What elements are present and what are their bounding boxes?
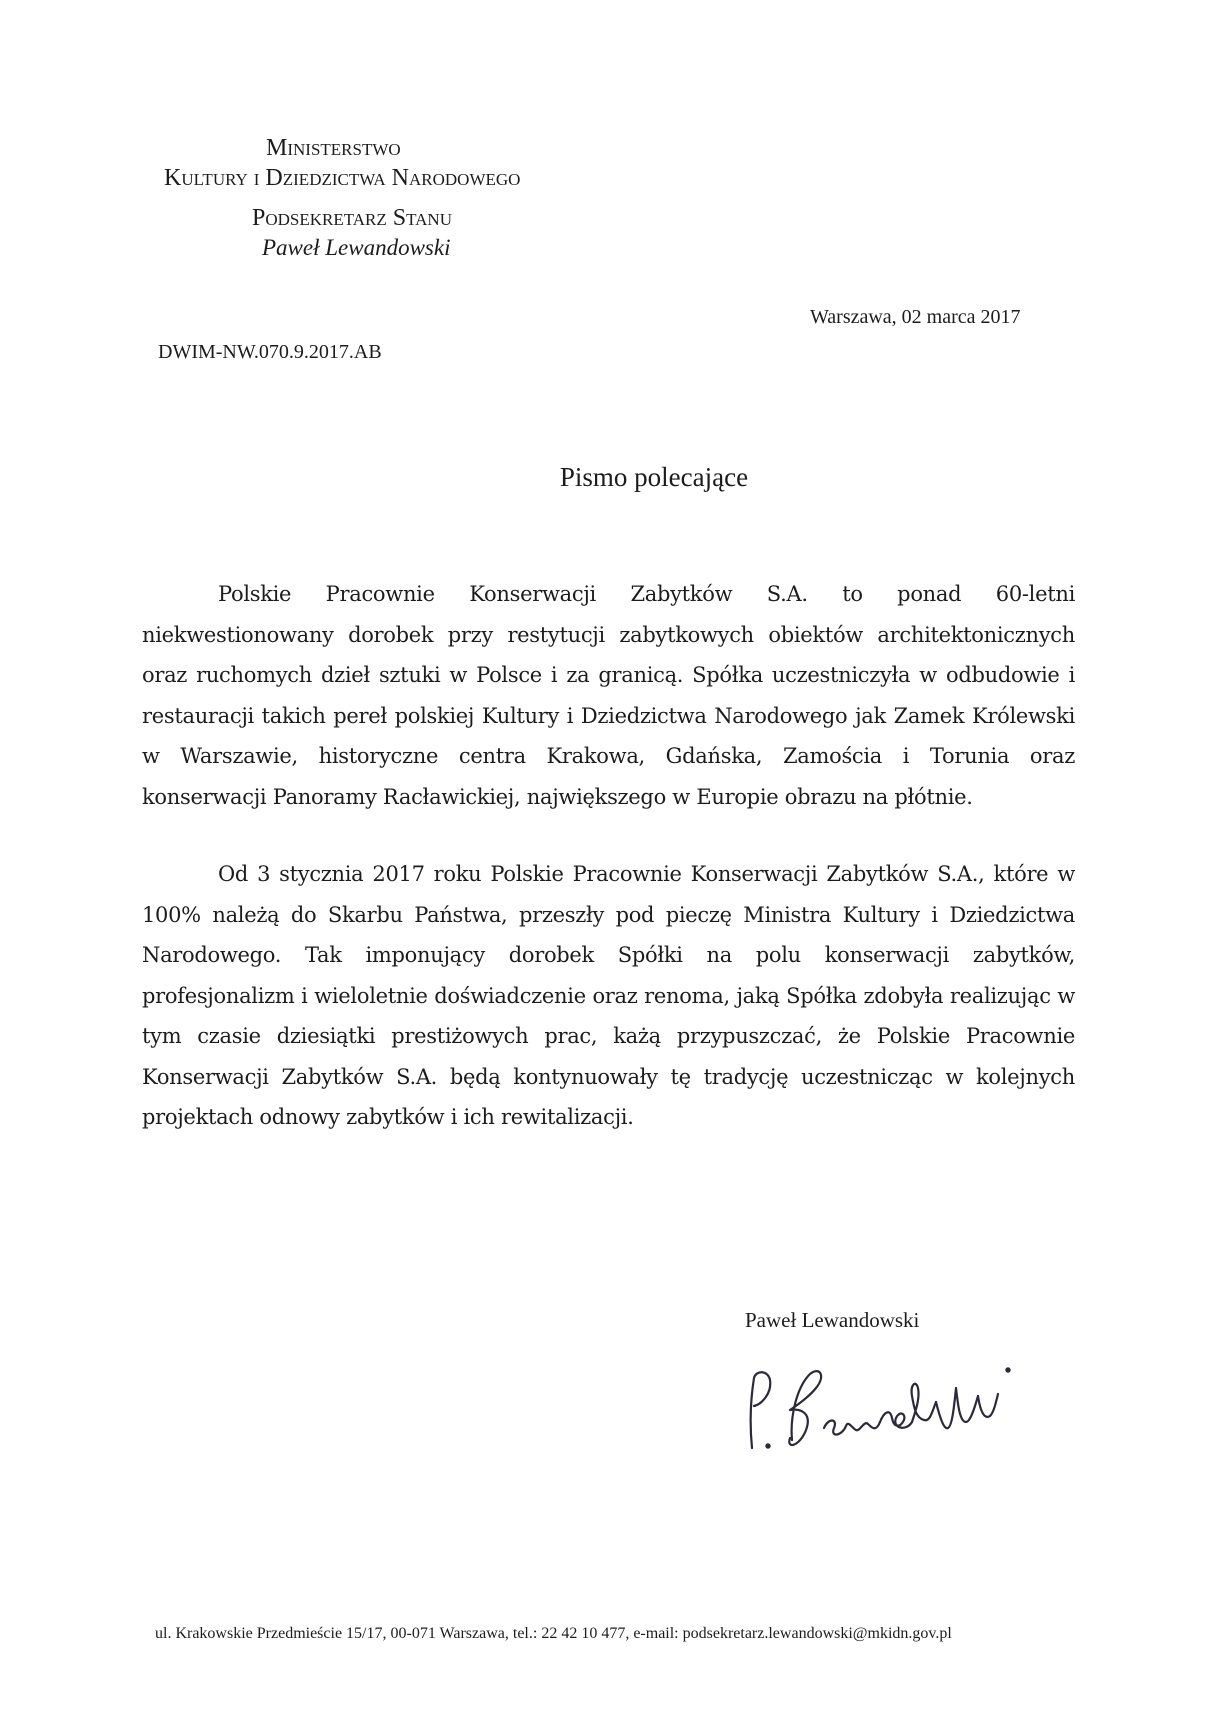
- handwritten-signature: [730, 1348, 1020, 1458]
- paragraph-2: Od 3 stycznia 2017 roku Polskie Pracownie Konserwacji Zabytków S.A., które w 100% należą do Skarbu Państwa, przeszły pod pieczę Ministra Kultury i Dziedzictwa Narodowego. Tak imponujący dorobek Spółki na polu konserwacji zabytków, profesjonalizm i wieloletnie doświadczenie oraz renoma, jaką Spółka zdobyła realizując w tym czasie dziesiątki prestiżowych prac, każą przypuszczać, że Polskie Pracownie Konserwacji Zabytków S.A. będą kontynuowały tę tradycję uczestnicząc w kolejnych projektach odnowy zabytków i ich rewitalizacji.: [142, 862, 1075, 1129]
- footer-contact: ul. Krakowskie Przedmieście 15/17, 00-071 Warszawa, tel.: 22 42 10 477, e-mail: podsekretarz.lewandowski@mkidn.gov.pl: [155, 1625, 952, 1642]
- official-position: Podsekretarz Stanu: [252, 205, 452, 231]
- ministry-name-line2: Kultury i Dziedzictwa Narodowego: [164, 165, 521, 191]
- date-place: Warszawa, 02 marca 2017: [810, 306, 1021, 328]
- paragraph-1: Polskie Pracownie Konserwacji Zabytków S.A. to ponad 60-letni niekwestionowany dorobek przy restytucji zabytkowych obiektów architektonicznych oraz ruchomych dzieł sztuki w Polsce i za granicą. Spółka uczestniczyła w odbudowie i restauracji takich pereł polskiej Kultury i Dziedzictwa Narodowego jak Zamek Królewski w Warszawie, historyczne centra Krakowa, Gdańska, Zamościa i Torunia oraz konserwacji Panoramy Racławickiej, największego w Europie obrazu na płótnie.: [142, 582, 1075, 809]
- official-name: Paweł Lewandowski: [262, 235, 451, 260]
- letterhead: [150, 133, 550, 263]
- signer-name: Paweł Lewandowski: [745, 1308, 920, 1332]
- letter-title: Pismo polecające: [559, 462, 749, 492]
- reference-number: DWIM-NW.070.9.2017.AB: [158, 341, 382, 363]
- ministry-name-line1: Ministerstwo: [266, 135, 401, 161]
